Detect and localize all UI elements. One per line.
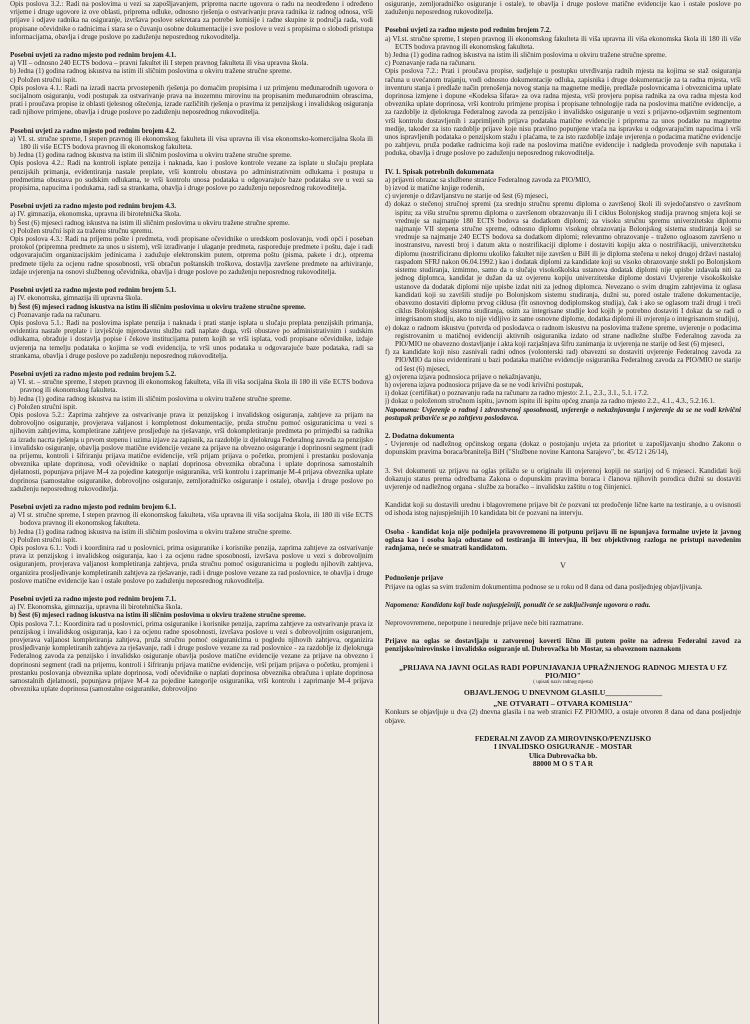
note: Napomena: Kandidatu koji bude najuspješniji, ponudit će se zaključivanje ugovora o radu. xyxy=(385,600,651,609)
notice-heading: „PRIJAVA NA JAVNI OGLAS RADI POPUNJAVANJA UPRAŽNJENOG RADNOG MJESTA U FZ PIO/MIO" xyxy=(399,662,727,680)
paragraph: Opis poslova 4.2.: Radi na kontroli isplate penzija i naknada, kao i poslove kontrole vezane za isplate u slučaju preplata penzijskih primanja, evidentiranja nastale preplate, vrši kontrolu obustava po administrativnim odlukama i postupa u predmetima obustava po sudskim odlukama, te vrši kontrolu unosa podataka u odgovarajuće baze podataka sve u vezi sa propisima, napucima i podukama, radi sa strankama, obavlja i druge poslove po zaduženju neposrednog rukovoditelja. xyxy=(10,159,373,193)
list-item: a) IV. Ekonomska, gimnazija, upravna ili birotehnička škola. xyxy=(10,603,183,612)
list-item: c) Položen stručni ispit za traženu stručnu spremu. xyxy=(10,226,154,235)
list-item: c) Poznavanje rada na računaru. xyxy=(10,310,101,319)
column-divider xyxy=(378,0,379,1024)
paragraph: osiguranje, zemljoradničko osiguranje i ostale), te obavlja i druge poslove matične evidencije kao i ostale poslove po zaduženju neposrednog rukovoditelja. xyxy=(385,0,741,17)
section-heading: Podnošenje prijave xyxy=(385,574,444,583)
list-item: c) uvjerenje o državljanstvu ne starije od šest (6) mjeseci, xyxy=(385,192,549,201)
list-item: a) IV. gimnazija, ekonomska, upravna ili birotehnička škola. xyxy=(10,210,182,219)
notice: Osoba - kandidat koja nije podnijela pravovremeno ili potpunu prijavu ili ne ispunjava formalne uvjete iz javnog oglasa kao i osoba koja odustane od testiranja ili intervjua, ili bez objektivnog razloga ne pristupi navedenim radnjama, neće se smatrati kandidatom. xyxy=(385,527,741,552)
section-heading: Posebni uvjeti za radno mjesto pod rednim brojem 4.2. xyxy=(10,126,177,135)
list-item: a) VI st. stručne spreme, I stepen pravnog ili ekonomskog fakulteta, viša upravna ili viša socijalna škola, ili 180 ili više ECTS bodova pravnog ili ekonomskog fakulteta. xyxy=(10,511,373,528)
section-heading: Posebni uvjeti za radno mjesto pod rednim brojem 4.1. xyxy=(10,51,177,60)
paragraph: - Uvjerenje od nadležnog općinskog organa (dokaz o postojanju uvjeta za prioritet u zapošljavanju shodno Zakonu o dopunskim pravima boraca/branitelja BiH ("Službene novine Kantona Sarajevo", br. 45/12 i 26/14), xyxy=(385,440,741,457)
list-item: b) Jedna (1) godina radnog iskustva na istim ili sličnim poslovima u okviru tražene stručne spreme. xyxy=(385,51,667,60)
paragraph: Opis poslova 7.1.: Koordinira rad u poslovnici, prima osiguranike i korisnike penzija, zaprima zahtjeve za ostvarivanje prava iz penzijskog i invalidskog osiguranja, kao i za ocjenu radne sposobnosti, izvršava poslove u vezi s dobrovoljnim osiguranjem, provjerava valjanost kompletiranja zahtjeva, pruža stručnu pomoć osiguranicima u pogledu njihovih zahtjeva, organizira prosljeđivanje kompletiranih zahtjeva za rješavanje, radi i druge poslove vezane za rad poslovnice - za razdoblje iz djelokruga Federalnog zavoda za penzijsko i invalidsko osiguranje obavlja poslove matične evidencije vezane za prijave na obvezno i doprinosni segment (radi na prijemu, kontroli i šifriranju prijava matične evidencije, vrši prijam prijava o početku, promjeni i prestanku poslovanja obveznika uplate doprinosa, vodi očevidnike o naplati doprinosa obveznika obračuna i uplate doprinosa samostalnih djelatnosti, popunjava prijave M-4 za pojedine kategorije osiguranika, vrši kontrolu i zaprimanje M-4 prijava obveznika uplate doprinosa (samostalne osiguranike, dobrovoljno xyxy=(10,619,373,694)
section-heading: Posebni uvjeti za radno mjesto pod rednim brojem 7.1. xyxy=(10,595,177,603)
signature-line: Ulica Dubrovačka bb. xyxy=(528,750,598,760)
list-item: b) Jedna (1) godina radnog iskustva na istim ili sličnim poslovima u okviru tražene stručne spreme. xyxy=(10,394,292,403)
list-item: c) Položen stručni ispit. xyxy=(10,402,77,411)
list-item: b) Šest (6) mjeseci radnog iskustva na istim ili sličnim poslovima u okviru tražene stručne spreme. xyxy=(10,611,306,620)
signature-line: I INVALIDSKO OSIGURANJE - MOSTAR xyxy=(494,742,632,752)
list-item: j) dokaz o položenom stručnom ispitu, javnom ispitu ili ispitu općeg znanja za radno mjesto 2.2., 4.1., 4.3., 5.2.16.1. xyxy=(385,397,715,406)
section-heading: Posebni uvjeti za radno mjesto pod rednim brojem 5.1. xyxy=(10,286,177,295)
notice-heading: OBJAVLJENOG U DNEVNOM GLASILU_______________ xyxy=(463,688,663,698)
note: Napomena: Uvjerenje o radnoj i zdravstvenoj sposobnosti, uvjerenje o nekažnjavanju i uvjerenje da se ne vodi krivični postupak pribaviće se po zahtjevu poslodavca. xyxy=(385,405,741,422)
list-item: a) VI. st. stručne spreme, I stepen pravnog ili ekonomskog fakulteta ili visa upravna ili visa ekonomsko-komercijalna škola ili 180 ili više ECTS bodova pravnog ili ekonomskog fakulteta. xyxy=(10,134,373,152)
paragraph: Konkurs se objavljuje u dva (2) dnevna glasila i na web stranici FZ PIO/MIO, a ostaje otvoren 8 dana od dana posljednje objave. xyxy=(385,708,741,725)
paragraph: 3. Svi dokumenti uz prijavu na oglas prilažu se u originalu ili ovjerenoj kopiji ne starijoj od 6 mjeseci. Kandidati koji dokazuju status prema odredbama Zakona o dopunskim pravima boraca i članova njihovih porodica dužni su dostaviti uvjerenje od nadležnog organa - službe za boračko – invalidsku zaštitu o tog čiinjenici. xyxy=(385,466,741,491)
list-item: a) prijavni obrazac sa službene stranice Federalnog zavoda za PIO/MIO, xyxy=(385,175,591,184)
right-column xyxy=(385,0,741,1024)
list-item: b) izvod iz matične knjige rođenih, xyxy=(385,184,485,193)
notice-caption: ( upisati naziv radnog mjesta) xyxy=(533,680,593,686)
paragraph: Prijave na oglas sa svim traženim dokumentima podnose se u roku od 8 dana od dana posljednjeg objavljivanja. xyxy=(385,582,703,591)
paragraph: Opis poslova 6.1.: Vodi i koordinira rad u poslovnici, prima osiguranike i korisnike penzija, zaprima zahtjeve za ostvarivanje prava iz penzijskog i invalidskog osiguranja, kao i za ocjenu radne sposobnosti, izvršava poslove u vezi s dobrovoljnim osiguranjem, provjerava valjanost kompletiranja zahtjeva, pruža stručnu pomoć osiguranicima u pogledu njihovih zahtjeva, organizira prosljeđivanje kompletiranih zahtjeva za rješavanje, radi i druge poslove vezane za rad poslovnice, te obavlja i druge poslove matične evidencije kao i ostale poslove po zaduženju neposrednog rukovoditelja. xyxy=(10,543,373,585)
list-item: h) ovjerena izjava podnosioca prijave da se ne vodi krivični postupak, xyxy=(385,380,584,389)
paragraph: Kandidat koji su dostavili urednu i blagovremene prijave bit će pozvani uz predočenje lične karte na testiranje, a u ovisnosti od ishoda istog najuspješnijih 10 kandidata bit će pozvani na intervju. xyxy=(385,501,741,518)
list-item: e) dokaz o radnom iskustvu (potvrda od poslodavca o radnom iskustvu na poslovima tražene spreme, uvjerenje o podacima registrovanim u matičnoj evidenciji aktivnih osiguranika izdato od strane nadležne službe Federalnog zavoda za PIO/MIO ne obavezno dostavljanje i akta koji razjašnjava šifru zanimanja iz uvjerenja ne starije od šest (6) mjeseci, xyxy=(385,323,741,348)
paragraph: Neprovovremene, nepotpune i neurednje prijave neće biti razmatrane. xyxy=(385,619,584,627)
section-heading: Posebni uvjeti za radno mjesto pod rednim brojem 5.2. xyxy=(10,369,177,378)
list-item: b) Jedna (1) godina radnog iskustva na istim ili sličnim poslovima u okviru tražene stručne spreme. xyxy=(10,67,292,76)
paragraph: Opis poslova 5.1.: Radi na poslovima isplate penzija i naknada i prati stanje isplata u slučaju preplata penzijskih primanja, evidentira nastale preplate i izvješćuje mjerodavnu službu radi naplate duga, vrši obustave po administrativnim i sudskim odlukama, obrađuje i dostavlja popise i čekove institucijama putem kojih se vrši isplata, vodi propisane očevidnike, izdaje uvjerenja na temelju podataka o kojima se vodi evidencija, te vrši unos podataka u odgovarajuće baze podataka, radi sa strankama, obavlja i druge poslove po zaduženju neposrednog rukovoditelja. xyxy=(10,318,373,360)
section-heading: Posebni uvjeti za radno mjesto pod rednim brojem 7.2. xyxy=(385,26,552,35)
paragraph: Opis poslova 5.2.: Zaprima zahtjeve za ostvarivanje prava iz penzijskog i invalidskog osiguranja, zahtjeve za prijam na dobrovoljno osiguranje, provjerava valjanost i kompletnost dokumentacije, pruža stručnu pomoć osiguranicima u vezi s njihovim zahtjevima, kompletirane zahtjeve prosljeđuje na rješavanje, vrši dokompletiranje predmeta po primjedbi sa radnika za izradu nacrta rješenja u prvom stepenu i uzima izjave za zapisnik, za razdoblje iz djelokruga Federalnog zavoda za penzijsko i invalidsko osiguranje, obavlja poslove matične evidencije vezane za prijave na obvezno osiguranje i doprinosni segment (radi na prijemu, kontroli i šifriranju prijava matične evidencije, vrši prijam prijava o početku, promjeni i prestanku poslovanja obveznika uplate doprinosa, vodi očevidnike o naplati doprinosa obveznika obračuna i uplate doprinosa samostalnih djelatnosti, popunjava prijave M-4 za pojedine kategorije osiguranika, vrši kontrolu i zaprimanje M-4 prijava obveznika uplate doprinosa (samostalne osiguranike, dobrovoljno osiguranje, zemljoradničko osiguranje i ostale), obavlja i druge poslove po zaduženju neposrednog rukovoditelja. xyxy=(10,410,373,493)
left-column xyxy=(10,0,373,1024)
list-item: g) ovjerena izjava podnosioca prijave o nekažnjavanju, xyxy=(385,372,542,381)
section-heading: IV. 1. Spisak potrebnih dokumenata xyxy=(385,167,494,176)
list-item: f) za kandidate koji nisu zasnivali radni odnos (volonterski rad) obavezni su dostaviti uvjerenje Federalnog zavoda za PIO/MIO da nisu evidentirani u bazi podataka matične evidencije osiguranika Federalnog zavoda za PIO/MIO ne starije od šest (6) mjeseci, xyxy=(385,348,741,373)
section-heading: Posebni uvjeti za radno mjesto pod rednim brojem 4.3. xyxy=(10,202,177,211)
list-item: a) VI.st. stručne spreme, I stepen pravnog ili ekonomskog fakulteta ili viša upravna ili viša ekonomska škola ili 180 ili više ECTS bodova pravnog ili ekonomskog fakulteta. xyxy=(385,34,741,51)
list-item: b) Jedna (1) godina radnog iskustva na istim ili sličnim poslovima u okviru tražene stručne spreme. xyxy=(10,527,292,536)
list-item: d) dokaz o stečenoj stručnoj spremi (za srednju stručnu spremu diploma o završenoj školi ili svjedočanstvo o završnom ispitu; za višu stručnu spremu diploma o završenom obrazovanju ili I ciklus Bolonjskog studija pravnog smjera koji se vrednuje sa najmanje 180 ECTS bodova sa dodatkom diplomi; za visoku stručnu spremu univerzitetsku diplomu najmanje VII stepena stručne spreme, odnosno diplomu visokog obrazovanja Bolonjskog sistema studiranja koji se vrednuje sa najmanje 240 ECTS bodova sa dodatkom diplomi; relevantno obrazovanje - traženo ogloasom završeno u inostranstvu, navesti broj i datum akta o nostrifikaciji diplome i dostaviti kopiju akta o nostrifikaciji, univerzitetsku diplomu (nostrificiranu diplomu ukoliko fakultet nije završen u BiH ili je diploma stečena u nekoj drugoj državi nastaloj raspadom SFRJ nakon 06.04.1992.) kao i dodatak diplomi za kandidate koji su visoko obrazovanje stekli po Bolonjskom sistemu studiranja, izmimno, samo da u slučaju visokoškolska ustanova dodatak diplomi nije upisbe izdavala niti za jednog diplomca, kandidat je dužan da uz ovjerenu kopiju univerzitetske diplome dostavi Uvjerenje visokoškolske ustanove da dodatak diplomi nije upisbe izdat niti za jednog diplomca. Nevezano o svim drugim zahtjevima iz oglasa kandidati koji su završili studije po Bolonjskom sistemu studiranja, dužni su, pored ostale tražene dokumentacije, obavezno dostaviti diplomu prvog ciklusa (fit osnovnog dodiplomskog studija), čak i ako se oglasom traži drugi i treći ciklus Bolonjskog sistema studiranja, osim za integrisane studije kod kojih je potrebno dostaviti I dokaz da se radi o integrisanom studiju, ako to nije vidljivo iz same osnovne diplome, dodatka diplomi ili uvjerenja o integrisanom studiju), xyxy=(385,200,741,324)
section-heading: 2. Dodatna dokumenta xyxy=(385,431,455,440)
paragraph: Opis poslova 3.2.: Radi na poslovima u vezi sa zapošljavanjem, priprema nacrte ugovora o radu na neodređeno i određeno vrijeme i druge ugovore iz ove oblasti, priprema odluke, odnosno rješenja o ostvarivanju prava radnika iz radnog odnosa, vrši prijave i odjave radnika na osiguranje, izvršava poslove sekretara za potrebe komisije i radne skupine iz područja rada, vodi propisane očevidnike o radnicima i stara se o čuvanju osobne dokumentacije i sve poslove u vezi s propisima o slobodi pristupa informacijama, obavlja i druge poslove po zaduženju neposrednog rukovoditelja. xyxy=(10,0,373,41)
list-item: b) Šest (6) mjeseci radnog iskustva na istim ili sličnim poslovima u okviru tražene stručne spreme. xyxy=(10,218,290,227)
list-item: a) VII – odnosno 240 ECTS bodova – pravni fakultet ili I stepen pravnog fakulteta ili visa upravna škola. xyxy=(10,59,309,68)
signature-line: FEDERALNI ZAVOD ZA MIROVINSKO/PENZIJSKO xyxy=(474,733,652,743)
list-item: c) Poznavanje rada na računaru. xyxy=(385,59,476,68)
list-item: c) Položen stručni ispit. xyxy=(10,75,77,84)
section-number: V xyxy=(560,561,566,571)
list-item: a) IV. ekonomska, gimnazija ili upravna škola. xyxy=(10,294,143,303)
signature-line: 88000 M O S T A R xyxy=(532,759,594,769)
list-item: b) Jedna (1) godina radnog iskustva na istim ili sličnim poslovima u okviru tražene stručne spreme. xyxy=(10,151,292,160)
paragraph: Opis poslova 7.2.: Prati i proučava propise, sudjeluje u postupku utvrđivanja radnih mjesta na kojima se staž osiguranja računa u uvećanom trajanju, vodi odnosno dokumentacije odluka, zapisnika i druge dokumentacije za ta radna mjesta, vrši inventuru stanja i predlaže način prenošenja novog stanja na magnetne medije, predlaže poslovnicama i obveznicima uplate doprinosa izmjene i dopune «Kodeksa šifara» za ova radna mjesta, vrši provjeru popisa radnika za ova radna mjesta kod obveznika uplate doprinosa, vrši kontrolu primjene propisa i propisane tehnologije rada na poslovima matične evidencije, a za razdoblje iz djelokruga Federalnog zavoda za penzijsko i invalidsko osiguranje u vezi s prijavno-odjavnim segmentom vrši kontrolu dostavljenih i zaprimljenih prijava podataka matične evidencije i priprema za unos podatke na magnetne medije, također za isto razdoblje prijave koje nisu pravilno popunjene vraća na ispravku u odgovarajućim napucima i vrši unos ispravljenih podataka o penzijskom stažu i plaćama, te za isto razdoblje izdaje uvjerenja o podacima matične evidencije po zahtjevu, pruža podatke radnicima koji rade na poslovima matične evidencije i nadgleda provođenje svih naputaka i poduka, obavlja i druge poslove po zaduženju neposrednog rukovoditelja. xyxy=(385,67,741,158)
paragraph: Opis poslova 4.1.: Radi na izradi nacrta prvostepenih rješenja po domaćim propisima i uz primjenu međunarodnih ugovora o socijalnom osiguranju, vodi postupak za ostvarivanje prava na inozemnu mirovinu na propisanim međunarodnim obrascima, prati i proučava propise iz oblasti tjelesnog oštećenja, izrade različitih rješenja o pravima iz penzijskog i invalidskog osiguranja radi njihove primjene, obavlja i druge poslove po zaduženju neposrednog rukovoditelja. xyxy=(10,83,373,117)
paragraph: Opis poslova 4.3.: Radi na prijemu pošte i predmeta, vodi propisane očevidnike o uredskom poslovanju, vodi opći i poseban protokol (pripremna predmete za unos u sistem), vrši izrađivanje i ulaganje predmeta, raspoređuje predmete i poštu, daje i radi odgovarajućim organizacijskim jedinicama i zadužuje elektronskim putem, otprema poštu (pisma, pakete i dr.), otprema predmete tijelu za ocjenu radne sposobnosti, vrši obračun poštanskih troškova, dostavlja završene predmete na arhiviranje, izdaje uvjerenja na osnovi službenog očevidnika, obavlja i druge poslove po zaduženju neposrednog rukovoditelja. xyxy=(10,235,373,276)
notice-heading: „NE OTVARATI – OTVARA KOMISIJA" xyxy=(493,699,633,709)
list-item: a) VI. st. – stručne spreme, I stepen pravnog ili ekonomskog fakulteta, viša ili viša socijalna škola ili 180 ili više ECTS bodova pravnog ili ekonomskog fakulteta. xyxy=(10,378,373,395)
list-item: c) Položen stručni ispit. xyxy=(10,535,77,544)
list-item: b) Šest (6) mjeseci radnog iskustva na istim ili sličnim poslovima u okviru tražene stručne spreme. xyxy=(10,302,306,311)
section-heading: Posebni uvjeti za radno mjesto pod rednim brojem 6.1. xyxy=(10,502,177,511)
list-item: i) dokaz (certifikat) o poznavanju rada na računaru za radno mjesto: 2.1., 2.3., 3.1., 5.1. i 7.2. xyxy=(385,389,649,398)
notice: Prijave na oglas se dostavljaju u zatvorenoj koverti lično ili putem pošte na adresu Federalni zavod za penzijsko/mirovinsko i invalidsko osiguranje ul. Dubrovačka bb Mostar, sa obaveznom naznakom xyxy=(385,637,741,654)
